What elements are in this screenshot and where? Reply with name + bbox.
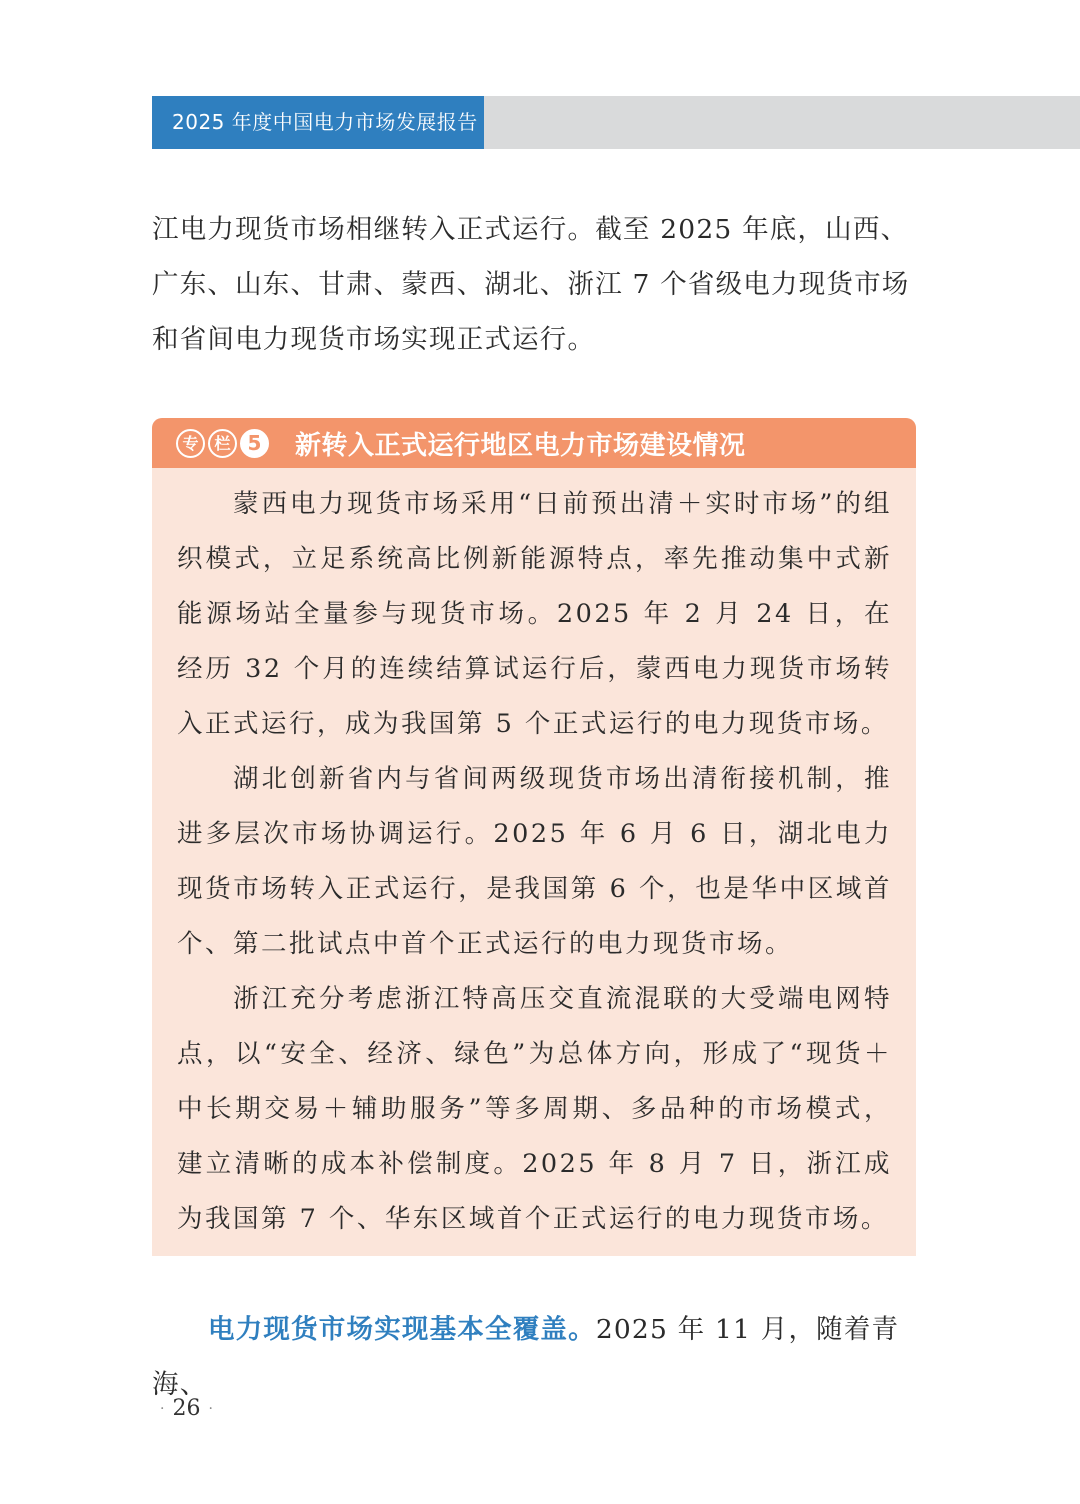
intro-paragraph: 江电力现货市场相继转入正式运行。截至 2025 年底，山西、广东、山东、甘肃、蒙西、湖北、浙江 7 个省级电力现货市场和省间电力现货市场实现正式运行。 [152,214,910,355]
footer-dot: · [208,1401,213,1417]
box-paragraph: 蒙西电力现货市场采用“日前预出清＋实时市场”的组织模式，立足系统高比例新能源特点，率先推动集中式新能源场站全量参与现货市场。2025 年 2 月 24 日，在经历 32 个月的连续结算试运行后，蒙西电力现货市场转入正式运行，成为我国第 5 个正式运行的电力现货市场。 [177,489,892,739]
column-tag-number: 5 [240,429,269,458]
box-paragraph: 浙江充分考虑浙江特高压交直流混联的大受端电网特点，以“安全、经济、绿色”为总体方向，形成了“现货＋中长期交易＋辅助服务”等多周期、多品种的市场模式，建立清晰的成本补偿制度。2025 年 8 月 7 日，浙江成为我国第 7 个、华东区域首个正式运行的电力现货市场。 [177,984,892,1234]
closing-lead: 电力现货市场实现基本全覆盖。 [208,1314,596,1345]
page-number: 26 [172,1396,201,1421]
footer-dot: · [160,1401,165,1417]
column-tag-char: 专 [176,429,205,458]
box-paragraph: 湖北创新省内与省间两级现货市场出清衔接机制，推进多层次市场协调运行。2025 年 6 月 6 日，湖北电力现货市场转入正式运行，是我国第 6 个，也是华中区域首个、第二批试点中首个正式运行的电力现货市场。 [177,764,892,959]
column-tag [176,429,269,458]
feature-box [152,418,916,1256]
feature-box-body [152,477,916,1247]
closing-paragraph [152,1302,918,1412]
feature-box-header [152,418,916,468]
report-title: 2025 年度中国电力市场发展报告 [152,96,484,149]
page-footer [152,1396,221,1421]
closing-text: 2025 年 11 月，随着青海、 [152,1314,900,1400]
column-tag-char: 栏 [208,429,237,458]
feature-box-title: 新转入正式运行地区电力市场建设情况 [295,430,746,461]
